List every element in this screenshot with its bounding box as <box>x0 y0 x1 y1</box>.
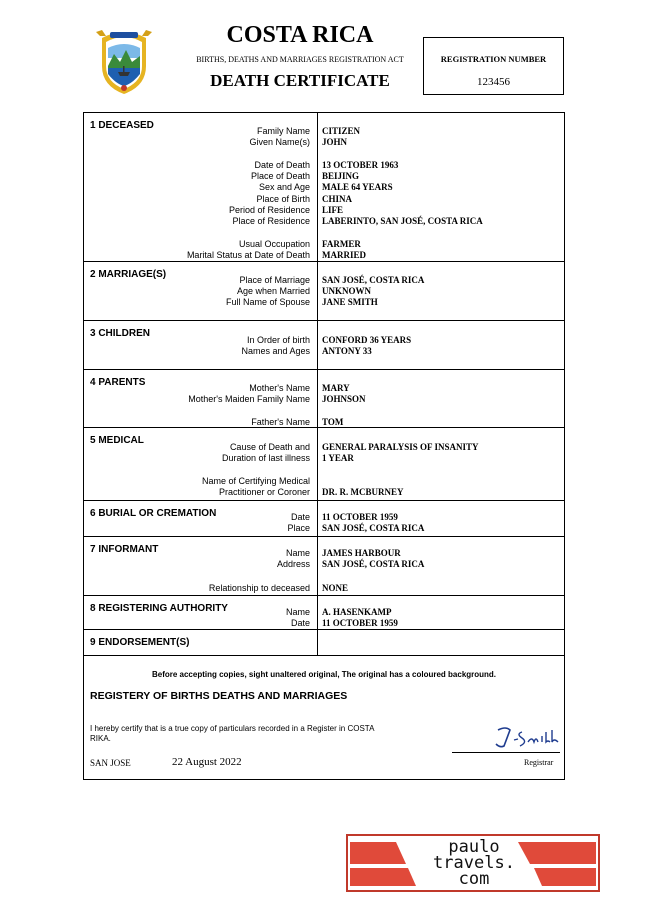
registrar-label: Registrar <box>524 758 554 767</box>
field-label: Place <box>287 523 310 533</box>
section-children <box>84 321 564 370</box>
section-marriage <box>84 262 564 321</box>
mother-name-value: MARY <box>322 383 350 393</box>
informant-name-value: JAMES HARBOUR <box>322 548 401 558</box>
signature-line <box>452 752 560 753</box>
section-title: 1 DECEASED <box>90 120 154 131</box>
issue-place: SAN JOSE <box>90 758 131 768</box>
section-title: 9 ENDORSEMENT(S) <box>90 637 190 648</box>
marriage-age-value: UNKNOWN <box>322 286 371 296</box>
family-name-value: CITIZEN <box>322 126 361 136</box>
registry-name: REGISTERY OF BIRTHS DEATHS AND MARRIAGES <box>90 690 348 702</box>
field-label: Mother's Maiden Family Name <box>188 394 310 404</box>
registration-number: 123456 <box>477 76 510 88</box>
field-label: Place of Birth <box>256 194 310 204</box>
certifier-value: DR. R. MCBURNEY <box>322 487 404 497</box>
certificate-footer <box>84 656 564 779</box>
paulo-travels-logo <box>346 834 600 892</box>
field-label: Cause of Death and <box>229 442 310 452</box>
field-label: Mother's Name <box>249 383 310 393</box>
field-label: Name <box>285 607 310 617</box>
section-title: 3 CHILDREN <box>90 328 151 339</box>
section-deceased <box>84 113 564 262</box>
children-first-value: CONFORD 36 YEARS <box>322 335 412 345</box>
field-label: Date <box>290 618 310 628</box>
field-label: Relationship to deceased <box>208 583 310 593</box>
certification-text: I hereby certify that is a true copy of particulars recorded in a Register in COSTA RIKA. <box>90 724 374 743</box>
logo-text <box>378 839 570 887</box>
father-name-value: TOM <box>322 417 344 427</box>
marriage-place-value: SAN JOSÉ, COSTA RICA <box>322 275 425 285</box>
registration-box <box>423 37 564 95</box>
coat-of-arms-emblem <box>92 22 156 96</box>
sex-age-value: MALE 64 YEARS <box>322 182 393 192</box>
place-of-birth-value: CHINA <box>322 194 353 204</box>
field-label: Family Name <box>256 126 310 136</box>
field-label: Full Name of Spouse <box>225 297 310 307</box>
authority-name-value: A. HASENKAMP <box>322 607 392 617</box>
marital-status-value: MARRIED <box>322 250 366 260</box>
field-label: In Order of birth <box>246 335 310 345</box>
field-label: Given Name(s) <box>249 137 310 147</box>
place-of-death-value: BEIJING <box>322 171 360 181</box>
logo-line-2: travels. <box>433 853 515 873</box>
section-title: 4 PARENTS <box>90 377 146 388</box>
field-label: Marital Status at Date of Death <box>186 250 310 260</box>
field-label: Duration of last illness <box>221 453 310 463</box>
field-label: Period of Residence <box>228 205 310 215</box>
field-label: Place of Residence <box>232 216 310 226</box>
section-informant <box>84 537 564 596</box>
section-title: 2 MARRIAGE(S) <box>90 269 167 280</box>
section-title: 7 INFORMANT <box>90 544 159 555</box>
section-burial <box>84 501 564 537</box>
section-endorsement <box>84 630 564 656</box>
burial-place-value: SAN JOSÉ, COSTA RICA <box>322 523 425 533</box>
mother-maiden-value: JOHNSON <box>322 394 366 404</box>
section-title: 8 REGISTERING AUTHORITY <box>90 603 228 614</box>
logo-line-3: com <box>458 869 490 889</box>
relationship-value: NONE <box>322 583 349 593</box>
field-label: Father's Name <box>251 417 310 427</box>
section-title: 6 BURIAL OR CREMATION <box>90 508 217 519</box>
field-label: Name of Certifying Medical <box>201 476 310 486</box>
given-names-value: JOHN <box>322 137 348 147</box>
cause-of-death-value: GENERAL PARALYSIS OF INSANITY <box>322 442 479 452</box>
burial-date-value: 11 OCTOBER 1959 <box>322 512 398 522</box>
section-authority <box>84 596 564 630</box>
date-of-death-value: 13 OCTOBER 1963 <box>322 160 399 170</box>
act-subtitle: BIRTHS, DEATHS AND MARRIAGES REGISTRATION ACT <box>196 55 404 64</box>
country-title: COSTA RICA <box>226 22 374 48</box>
document-title: DEATH CERTIFICATE <box>210 71 390 90</box>
section-medical <box>84 428 564 501</box>
logo-line-1: paulo <box>448 837 500 857</box>
field-label: Date <box>290 512 310 522</box>
spouse-name-value: JANE SMITH <box>322 297 378 307</box>
field-label: Age when Married <box>236 286 310 296</box>
field-label: Address <box>276 559 310 569</box>
section-title: 5 MEDICAL <box>90 435 144 446</box>
registrar-signature <box>492 724 562 750</box>
field-label: Usual Occupation <box>238 239 310 249</box>
occupation-value: FARMER <box>322 239 361 249</box>
issue-date: 22 August 2022 <box>172 756 242 768</box>
illness-duration-value: 1 YEAR <box>322 453 354 463</box>
field-label: Practitioner or Coroner <box>218 487 310 497</box>
field-label: Sex and Age <box>258 182 310 192</box>
registration-label: REGISTRATION NUMBER <box>440 54 547 64</box>
field-label: Place of Death <box>250 171 310 181</box>
notice-text: Before accepting copies, sight unaltered original, The original has a coloured background. <box>151 670 497 679</box>
field-label: Name <box>285 548 310 558</box>
field-label: Names and Ages <box>241 346 310 356</box>
children-second-value: ANTONY 33 <box>322 346 372 356</box>
field-label: Place of Marriage <box>239 275 310 285</box>
period-residence-value: LIFE <box>322 205 344 215</box>
field-label: Date of Death <box>254 160 310 170</box>
place-residence-value: LABERINTO, SAN JOSÉ, COSTA RICA <box>322 216 483 226</box>
informant-address-value: SAN JOSÉ, COSTA RICA <box>322 559 425 569</box>
section-parents <box>84 370 564 428</box>
authority-date-value: 11 OCTOBER 1959 <box>322 618 398 628</box>
certificate-table <box>83 112 565 780</box>
